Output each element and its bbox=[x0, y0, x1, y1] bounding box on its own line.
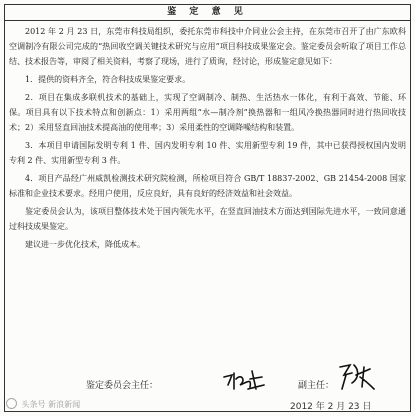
chair-handwritten-signature bbox=[222, 367, 266, 393]
paragraph-intro: 2012 年 2 月 23 日，东莞市科技局组织，委托东莞市科技中介同业公会主持，在东莞市召开了由广东欧科空调制冷有限公司完成的“热回收空调关键技术研究与应用”项目科技成果鉴定会。鉴定委员会听取了项目工作总结、技术报告等，审阅了相关资料，考察了现场，进行了质询，经讨论，形成鉴定意见如下： bbox=[9, 27, 406, 66]
document-body bbox=[9, 24, 406, 255]
watermark-logo-icon bbox=[6, 398, 17, 409]
vice-chair-handwritten-signature bbox=[336, 361, 376, 393]
watermark bbox=[6, 398, 80, 410]
document-title: 鉴 定 意 见 bbox=[4, 4, 411, 21]
paragraph-conclusion: 鉴定委员会认为，该项目整体技术处于国内领先水平，在竖直回油技术方面达到国际先进水平，一致同意通过科技成果鉴定。 bbox=[9, 207, 406, 231]
paragraph-item-4: 4．项目产品经广州威凯检测技术研究院检测，所检项目符合 GB/T 18837-2002、GB 21454-2008 国家标准和企业技术要求。经用户使用，反应良好，具有良好的经济效益和社会效益。 bbox=[9, 174, 406, 198]
paragraph-item-1: 1．提供的资料齐全，符合科技成果鉴定要求。 bbox=[25, 75, 191, 84]
document-date: 2012 年 2 月 23 日 bbox=[290, 402, 372, 412]
paragraph-suggestion: 建议进一步优化技术，降低成本。 bbox=[25, 240, 145, 249]
watermark-text: 头条号 新浪新闻 bbox=[21, 400, 81, 409]
chair-signature-label: 鉴定委员会主任： bbox=[86, 381, 159, 391]
paragraph-item-3: 3．本项目申请国际发明专利 1 件、国内发明专利 10 件、实用新型专利 19 件，其中已获得授权国内发明专利 2 件、实用新型专利 3 件。 bbox=[9, 141, 406, 165]
paragraph-item-2: 2．项目在集成多联机技术的基础上，实现了空调制冷、制热、生活热水一体化，有利于高效、节能、环保。项目具有以下技术特点和创新点：1）采用两组“水—制冷剂”换热器和一组风冷换热器同时进行热回收技术；2）采用竖直回油技术提高油的使用率；3）采用柔性的空调降噪结构和装置。 bbox=[9, 93, 406, 132]
vice-chair-signature-label: 副主任： bbox=[298, 381, 335, 391]
